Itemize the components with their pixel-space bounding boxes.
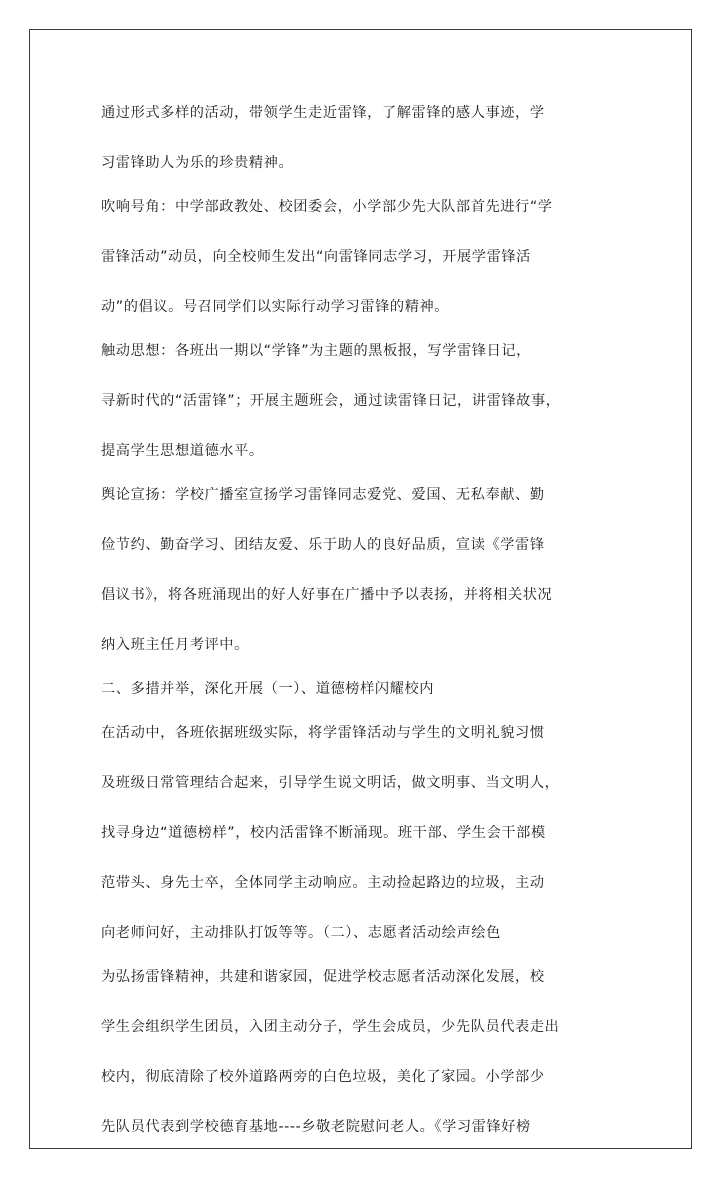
text-line: 吹响号角：中学部政教处、校团委会，小学部少先大队部首先进行“学 bbox=[101, 199, 553, 215]
text-line: 在活动中，各班依据班级实际，将学雷锋活动与学生的文明礼貌习惯 bbox=[101, 725, 545, 741]
text-line: 找寻身边“道德榜样”，校内活雷锋不断涌现。班干部、学生会干部模 bbox=[101, 825, 546, 841]
text-line: 校内，彻底清除了校外道路两旁的白色垃圾，美化了家园。小学部少 bbox=[101, 1069, 545, 1085]
text-line: 提高学生思想道德水平。 bbox=[101, 443, 264, 459]
text-line: 雷锋活动”动员，向全校师生发出“向雷锋同志学习，开展学雷锋活 bbox=[101, 249, 531, 265]
text-line: 动”的倡议。号召同学们以实际行动学习雷锋的精神。 bbox=[101, 299, 450, 315]
text-line: 寻新时代的“活雷锋”；开展主题班会，通过读雷锋日记，讲雷锋故事， bbox=[101, 393, 561, 409]
text-line: 为弘扬雷锋精神，共建和谐家园，促进学校志愿者活动深化发展，校 bbox=[101, 969, 545, 985]
text-line: 先队员代表到学校德育基地----乡敬老院慰问老人。《学习雷锋好榜 bbox=[101, 1119, 531, 1135]
text-line: 纳入班主任月考评中。 bbox=[101, 637, 249, 653]
text-line: 俭节约、勤奋学习、团结友爱、乐于助人的良好品质，宣读《学雷锋 bbox=[101, 537, 545, 553]
text-line: 通过形式多样的活动，带领学生走近雷锋，了解雷锋的感人事迹，学 bbox=[101, 105, 545, 121]
text-line: 及班级日常管理结合起来，引导学生说文明话，做文明事、当文明人， bbox=[101, 775, 560, 791]
document-body bbox=[101, 104, 631, 1136]
text-line: 倡议书》，将各班涌现出的好人好事在广播中予以表扬，并将相关状况 bbox=[101, 587, 553, 603]
text-line: 范带头、身先士卒，全体同学主动响应。主动捡起路边的垃圾，主动 bbox=[101, 875, 545, 891]
text-line: 舆论宣扬：学校广播室宣扬学习雷锋同志爱党、爱国、无私奉献、勤 bbox=[101, 487, 545, 503]
section-heading: 二、多措并举，深化开展（一）、道德榜样闪耀校内 bbox=[101, 681, 435, 697]
text-line: 习雷锋助人为乐的珍贵精神。 bbox=[101, 155, 294, 171]
text-line: 学生会组织学生团员，入团主动分子，学生会成员，少先队员代表走出 bbox=[101, 1019, 560, 1035]
text-line: 触动思想：各班出一期以“学锋”为主题的黑板报，写学雷锋日记， bbox=[101, 343, 531, 359]
text-line: 向老师问好，主动排队打饭等等。（二）、志愿者活动绘声绘色 bbox=[101, 925, 501, 941]
